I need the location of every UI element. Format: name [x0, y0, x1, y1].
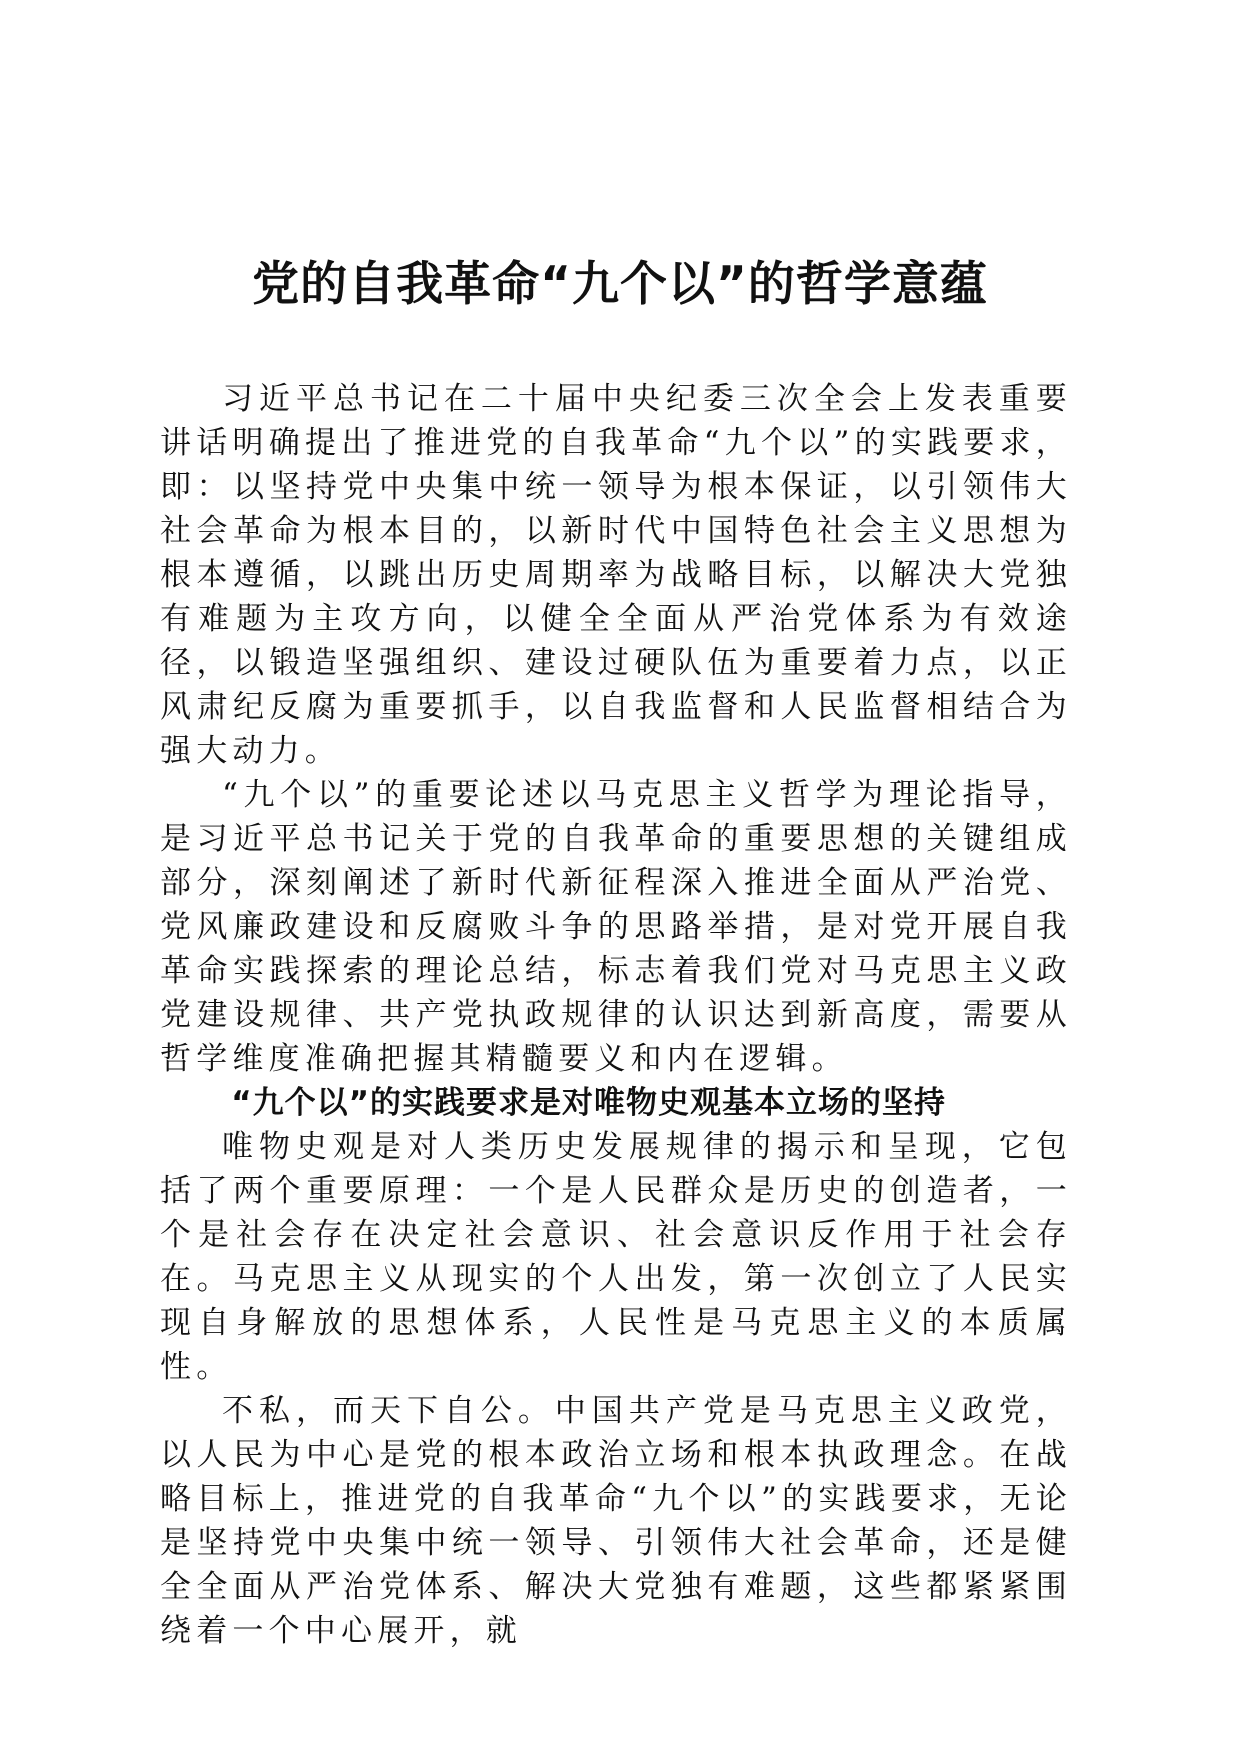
section-paragraph-2: 不私，而天下自公。中国共产党是马克思主义政党，以人民为中心是党的根本政治立场和根本执政理念。在战略目标上，推进党的自我革命“九个以”的实践要求，无论是坚持党中央集中统一领导、引领伟大社会革命，还是健全全面从严治党体系、解决大党独有难题，这些都紧紧围绕着一个中心展开，就: [160, 1393, 1072, 1649]
intro-paragraph-2: “九个以”的重要论述以马克思主义哲学为理论指导，是习近平总书记关于党的自我革命的重要思想的关键组成部分，深刻阐述了新时代新征程深入推进全面从严治党、党风廉政建设和反腐败斗争的思路举措，是对党开展自我革命实践探索的理论总结，标志着我们党对马克思主义政党建设规律、共产党执政规律的认识达到新高度，需要从哲学维度准确把握其精髓要义和内在逻辑。: [160, 777, 1072, 1077]
document-title: 党的自我革命“九个以”的哲学意蕴: [252, 257, 988, 312]
intro-paragraph-1: 习近平总书记在二十届中央纪委三次全会上发表重要讲话明确提出了推进党的自我革命“九个以”的实践要求，即：以坚持党中央集中统一领导为根本保证，以引领伟大社会革命为根本目的，以新时代中国特色社会主义思想为根本遵循，以跳出历史周期率为战略目标，以解决大党独有难题为主攻方向，以健全全面从严治党体系为有效途径，以锻造坚强组织、建设过硬队伍为重要着力点，以正风肃纪反腐为重要抓手，以自我监督和人民监督相结合为强大动力。: [160, 381, 1072, 769]
section-paragraph-1: 唯物史观是对人类历史发展规律的揭示和呈现，它包括了两个重要原理：一个是人民群众是历史的创造者，一个是社会存在决定社会意识、社会意识反作用于社会存在。马克思主义从现实的个人出发，第一次创立了人民实现自身解放的思想体系，人民性是马克思主义的本质属性。: [160, 1129, 1072, 1385]
section-heading: “九个以”的实践要求是对唯物史观基本立场的坚持: [231, 1085, 947, 1121]
document-body: [160, 377, 1072, 1653]
